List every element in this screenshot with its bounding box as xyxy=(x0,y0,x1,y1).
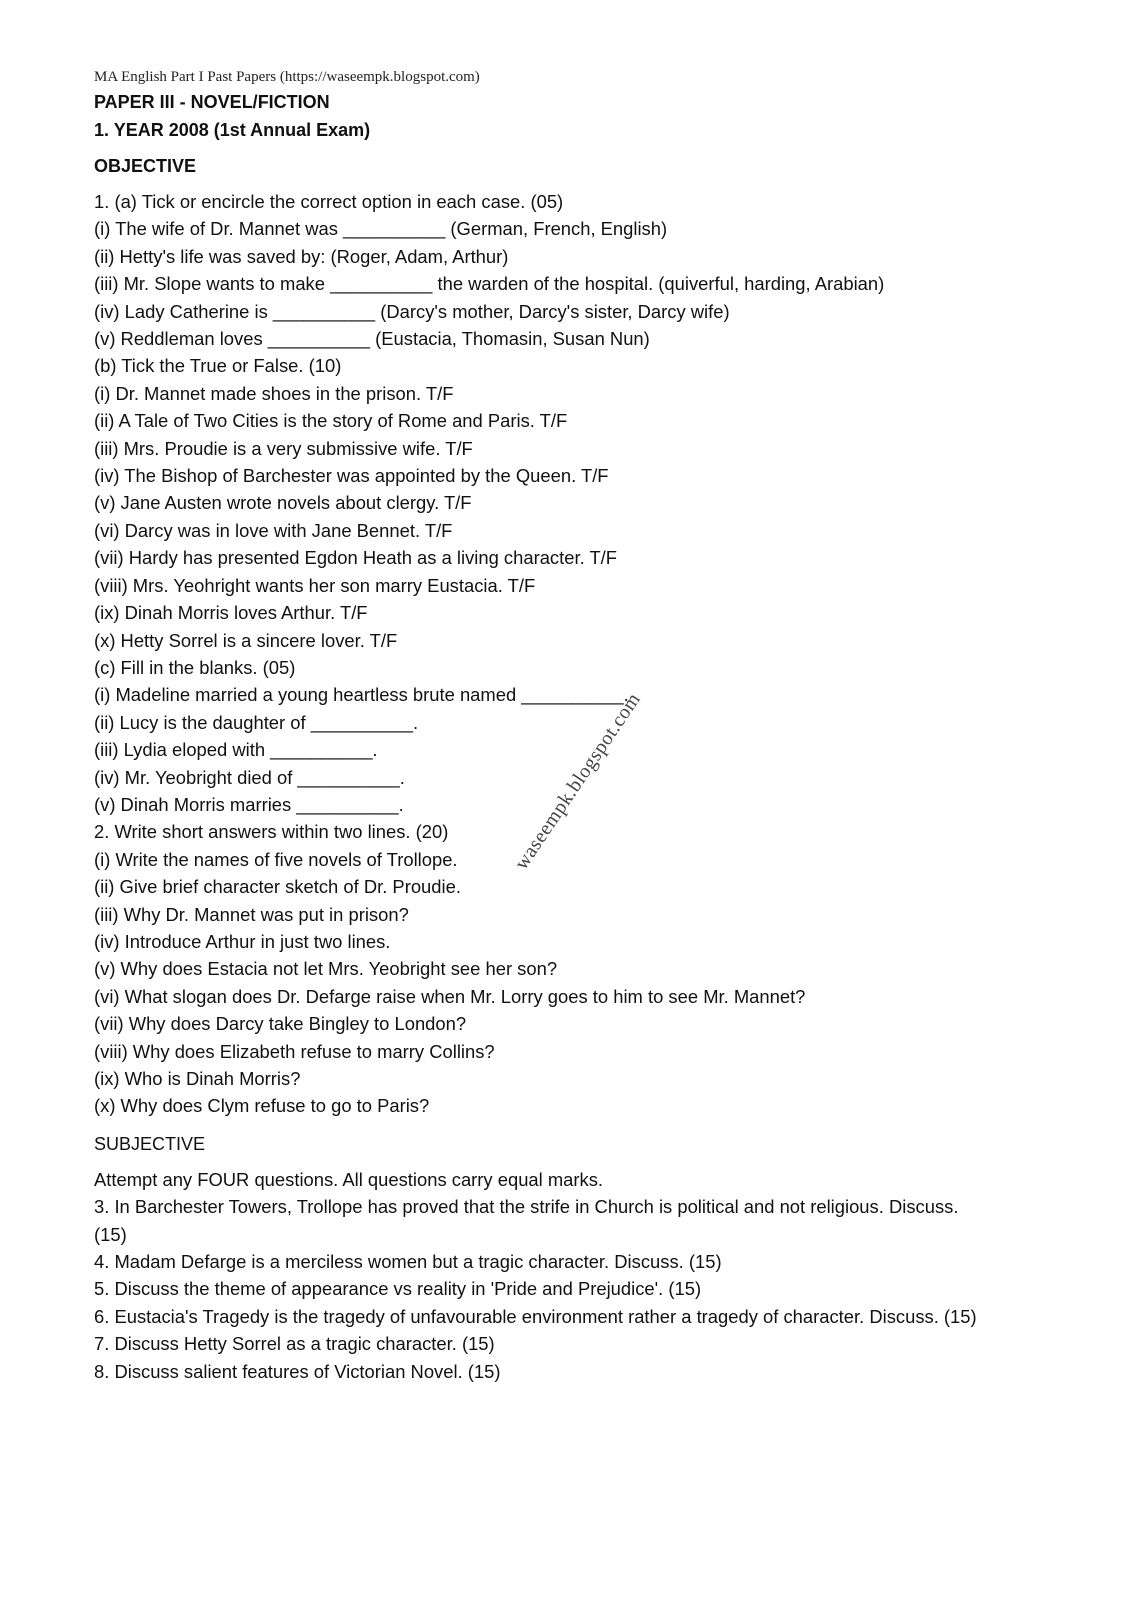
subjective-heading: SUBJECTIVE xyxy=(94,1133,206,1154)
question-line: (iv) The Bishop of Barchester was appointed by the Queen. T/F xyxy=(94,465,609,487)
question-line: 6. Eustacia's Tragedy is the tragedy of unfavourable environment rather a tragedy of character. Discuss. (15) xyxy=(94,1305,977,1327)
question-line: (vi) Darcy was in love with Jane Bennet. T/F xyxy=(94,519,453,541)
source-line: MA English Part I Past Papers (https://waseempk.blogspot.com) xyxy=(94,69,480,85)
question-line: (i) Dr. Mannet made shoes in the prison. T/F xyxy=(94,382,454,404)
paper-title: PAPER III - NOVEL/FICTION xyxy=(94,92,330,112)
question-line: (i) Write the names of five novels of Trollope. xyxy=(94,848,458,870)
objective-heading: OBJECTIVE xyxy=(94,156,197,176)
document-page xyxy=(94,66,1094,1385)
question-line: (ii) Hetty's life was saved by: (Roger, Adam, Arthur) xyxy=(94,245,509,267)
question-line: 3. In Barchester Towers, Trollope has proved that the strife in Church is political and not religious. Discuss. xyxy=(94,1196,959,1218)
question-line: (ix) Dinah Morris loves Arthur. T/F xyxy=(94,602,368,624)
question-line: (viii) Mrs. Yeohright wants her son marry Eustacia. T/F xyxy=(94,574,536,596)
question-line: (15) xyxy=(94,1223,127,1245)
subjective-questions xyxy=(94,1166,1094,1385)
question-line: Attempt any FOUR questions. All questions carry equal marks. xyxy=(94,1168,604,1190)
question-line: (v) Dinah Morris marries __________. xyxy=(94,793,404,815)
question-line: (v) Why does Estacia not let Mrs. Yeobright see her son? xyxy=(94,958,558,980)
question-line: 1. (a) Tick or encircle the correct option in each case. (05) xyxy=(94,191,564,212)
question-line: (iii) Lydia eloped with __________. xyxy=(94,739,378,761)
question-line: (iii) Why Dr. Mannet was put in prison? xyxy=(94,903,409,925)
question-line: 8. Discuss salient features of Victorian Novel. (15) xyxy=(94,1360,501,1382)
question-line: (i) The wife of Dr. Mannet was __________ (German, French, English) xyxy=(94,218,668,240)
year-title: 1. YEAR 2008 (1st Annual Exam) xyxy=(94,120,371,140)
question-line: (ii) Give brief character sketch of Dr. Proudie. xyxy=(94,876,461,898)
question-line: (v) Jane Austen wrote novels about clergy. T/F xyxy=(94,492,472,514)
watermark-text: waseempk.blogspot.com xyxy=(510,688,646,874)
question-line: (ix) Who is Dinah Morris? xyxy=(94,1068,301,1089)
question-line: (vii) Why does Darcy take Bingley to London? xyxy=(94,1013,467,1035)
question-line: (b) Tick the True or False. (10) xyxy=(94,355,342,377)
question-line: (iv) Mr. Yeobright died of __________. xyxy=(94,766,405,788)
objective-questions xyxy=(94,188,1094,1120)
question-line: (vii) Hardy has presented Egdon Heath as a living character. T/F xyxy=(94,547,618,569)
question-line: 5. Discuss the theme of appearance vs reality in 'Pride and Prejudice'. (15) xyxy=(94,1278,702,1300)
question-line: (iii) Mr. Slope wants to make __________ the warden of the hospital. (quiverful, harding, Arabian) xyxy=(94,273,885,295)
question-line: (ii) Lucy is the daughter of __________. xyxy=(94,711,419,733)
question-line: (iv) Lady Catherine is __________ (Darcy's mother, Darcy's sister, Darcy wife) xyxy=(94,300,730,322)
question-line: 2. Write short answers within two lines. (20) xyxy=(94,821,449,843)
question-line: (v) Reddleman loves __________ (Eustacia, Thomasin, Susan Nun) xyxy=(94,328,650,350)
question-line: (x) Hetty Sorrel is a sincere lover. T/F xyxy=(94,629,398,651)
question-line: (viii) Why does Elizabeth refuse to marry Collins? xyxy=(94,1040,495,1062)
question-line: (iv) Introduce Arthur in just two lines. xyxy=(94,930,391,952)
question-line: (x) Why does Clym refuse to go to Paris? xyxy=(94,1095,430,1117)
question-line: (c) Fill in the blanks. (05) xyxy=(94,656,296,678)
question-line: (i) Madeline married a young heartless brute named __________. xyxy=(94,684,629,706)
question-line: (vi) What slogan does Dr. Defarge raise when Mr. Lorry goes to him to see Mr. Mannet? xyxy=(94,985,806,1007)
question-line: (iii) Mrs. Proudie is a very submissive wife. T/F xyxy=(94,437,473,459)
question-line: 7. Discuss Hetty Sorrel as a tragic character. (15) xyxy=(94,1333,495,1355)
question-line: 4. Madam Defarge is a merciless women but a tragic character. Discuss. (15) xyxy=(94,1251,722,1273)
question-line: (ii) A Tale of Two Cities is the story of Rome and Paris. T/F xyxy=(94,410,568,432)
